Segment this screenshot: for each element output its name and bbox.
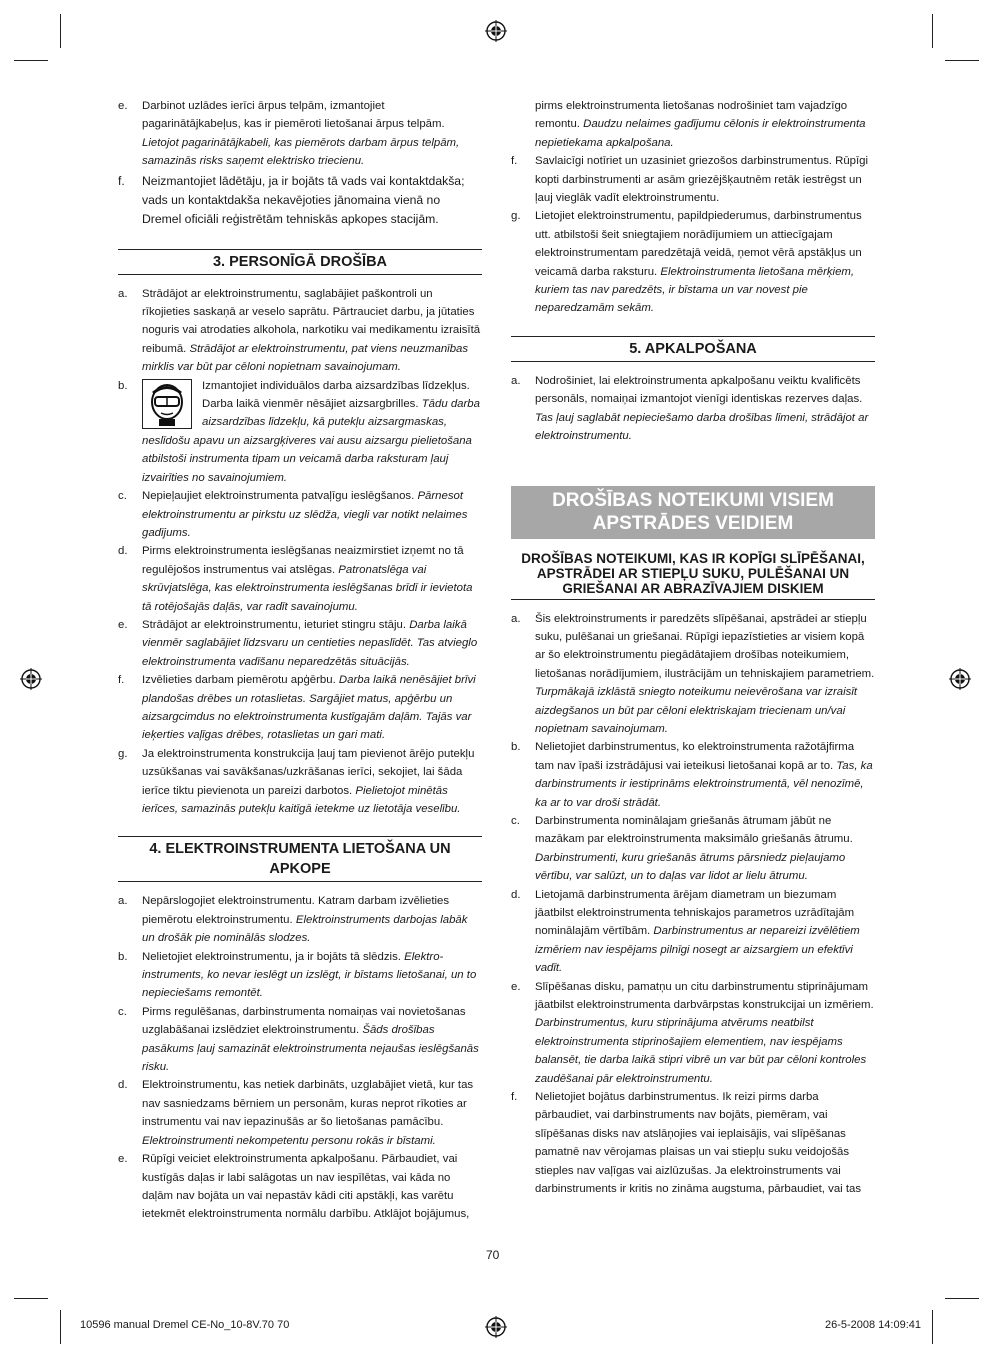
list-item: e. Darbinot uzlādes ierīci ārpus telpām, izmantojiet pagarinātājkabeļus, kas ir piemēroti lietošanai ārpus telpām. Lietojot pagarinātājkabeli, kas piemērots darbam ārpus telpām, samazinās risks saņemt elektrisko triecienu. [118, 100, 460, 168]
list-item: c. Darbinstrumenta nominālajam griešanās ātrumam jābūt ne mazākam par elektroinstrumenta maksimālo griešanās ātrumu. Darbinstrumenti, kuru griešanās ātrums pārsniedz pieļaujamo vērtību, var salūzt, un to daļas var lidot ar lielu ātrumu. [511, 814, 853, 883]
list-item: a. Strādājot ar elektroinstrumentu, saglabājiet paškontroli un rīkojieties saskaņā ar veselo saprātu. Pārtrauciet darbu, ja jūtaties noguris vai atrodaties alkohola, narkotiku vai medikamentu izraisītā reibumā. Strādājot ar elektroinstrumentu, pat viens neuzmanības mirklis var būt par cēloni nopietnam savainojumam. [118, 287, 481, 374]
crop-mark [14, 1298, 48, 1299]
crop-mark [932, 1310, 933, 1344]
list-item: g. Lietojiet elektroinstrumentu, papildpiederumus, darbinstrumentus utt. atbilstoši šeit sniegtajiem norādījumiem un attiecīgajam elektroinstrumentam paredzētajā veidā, ņemot vērā apstākļus un veicamā darba raksturu. Elektroinstrumenta lietošana mērķiem, kuriem tas nav paredzēts, ir bīstama un var novest pie neparedzamām sekām. [511, 210, 862, 315]
page-number: 70 [486, 1248, 500, 1262]
registration-mark-icon [949, 668, 971, 690]
list-item: e. Rūpīgi veiciet elektroinstrumenta apkalpošanu. Pārbaudiet, vai kustīgās daļas ir labi salāgotas un nav iespīlētas, vai kāda no daļām nav bojāta un vai nepastāv kādi citi apstākļi, kas varētu ietekmēt elektroinstrumenta normālu darbību. Atklājot bojājumus, [118, 1153, 470, 1221]
registration-mark-icon [485, 1316, 507, 1338]
list-item: f. Nelietojiet bojātus darbinstrumentus. Ik reizi pirms darba pārbaudiet, vai darbinstruments nav bojāts, piemēram, vai slīpēšanas disks nav atslāņojies vai ieplaisājis, vai slīpēšanas pamatnē nav vērojamas plaisas un vai stiepļu suku veidojošās stieples nav vaļīgas vai aizlūzušas. Ja elektroinstruments vai darbinstruments ir kritis no zināma augstuma, pārbaudiet, vai tas [511, 1091, 862, 1196]
left-column [118, 97, 482, 1224]
footer-timestamp: 26-5-2008 14:09:41 [824, 1319, 921, 1331]
crop-mark [932, 14, 933, 48]
list-item: a. Nepārslogojiet elektroinstrumentu. Katram darbam izvēlieties piemērotu elektroinstrumentu. Elektroinstruments darbojas labāk un drošāk pie nominālās slodzes. [118, 895, 468, 945]
registration-mark-icon [20, 668, 42, 690]
list-item: f. Savlaicīgi notīriet un uzasiniet griezošos darbinstrumentus. Rūpīgi kopti darbinstrumenti ar asām griezējšķautnēm retāk iestrēgst un ļauj vieglāk vadīt elektroinstrumentu. [511, 155, 869, 205]
list-item: f. Izvēlieties darbam piemērotu apģērbu. Darba laikā nenēsājiet brīvi plandošas drēbes un rotaslietas. Sargājiet matus, apģērbu un aizsargcimdus no elektroinstrumenta kustīgajām daļām. Tajās var ieķerties vaļīgas drēbes, rotaslietas un gari mati. [118, 674, 476, 742]
list-item: e. Strādājot ar elektroinstrumentu, ieturiet stingru stāju. Darba laikā vienmēr saglabājiet līdzsvaru un centieties nepaslīdēt. Tas atvieglo elektroinstrumenta vadīšanu neparedzētās situācijās. [118, 618, 478, 668]
section-heading: 4. ELEKTROINSTRUMENTA LIETOŠANA UN APKOPE [118, 836, 482, 882]
safety-goggles-icon [142, 379, 192, 429]
section-heading: 5. APKALPOŠANA [511, 336, 875, 362]
list-item: b. Nelietojiet darbinstrumentus, ko elektroinstrumenta ražotājfirma tam nav īpaši izstrādājusi vai ieteikusi lietošanai kopā ar to. Tas, ka darbinstruments ir iestiprināms elektroinstrumentā, vēl nenozīmē, ka ar to var droši strādāt. [511, 741, 873, 809]
crop-mark [14, 60, 48, 61]
right-column [511, 97, 875, 1199]
list-item: b. Izmantojiet individuālos darba aizsardzības līdzekļus. Darba laikā vienmēr nēsājiet aizsargbrilles. Tādu darba aizsardzības līdzekļu, kā putekļu aizsargmaskas, neslīdošu apavu un aizsargķiveres vai ausu aizsargu pielietošana atbilstoši instrumenta tipam un veicamā darba raksturam ļauj izvairīties no savainojumiem. [118, 379, 480, 484]
list-item: a. Nodrošiniet, lai elektroinstrumenta apkalpošanu veiktu kvalificēts personāls, nomaiņai izmantojot vienīgi identiskas rezerves daļas. Tas ļauj saglabāt nepieciešamo darba drošības līmeni, strādājot ar elektroinstrumentu. [511, 374, 869, 443]
subsection-heading: DROŠĪBAS NOTEIKUMI, KAS IR KOPĪGI SLĪPĒŠANAI, APSTRĀDEI AR STIEPĻU SUKU, PULĒŠANAI UN GRIEŠANAI AR ABRAZĪVAJIEM DISKIEM [511, 539, 875, 600]
crop-mark [60, 1310, 61, 1344]
crop-mark [945, 60, 979, 61]
crop-mark [945, 1298, 979, 1299]
list-item: d. Lietojamā darbinstrumenta ārējam diametram un biezumam jāatbilst elektroinstrumenta tehniskajos parametros uzrādītajām nominālajām vērtībām. Darbinstrumentus ar nepareizi izvēlētiem izmēriem nav iespējams pilnīgi nosegt ar aizsargiem un efektīvi vadīt. [511, 888, 860, 975]
list-item: pirms elektroinstrumenta lietošanas nodrošiniet tam vajadzīgo remontu. Daudzu nelaimes gadījumu cēlonis ir elektroinstrumenta nepietiekama apkalpošana. [535, 100, 866, 149]
chapter-banner: DROŠĪBAS NOTEIKUMI VISIEM APSTRĀDES VEIDIEM [511, 486, 875, 539]
list-item: e. Slīpēšanas disku, pamatņu un citu darbinstrumentu stiprinājumam jāatbilst elektroinstrumenta darbvārpstas konstrukcijai un izmēriem. Darbinstrumentus, kuru stiprinājuma atvērums neatbilst elektroinstrumenta stiprinošajiem elementiem, nav iespējams balansēt, tie darba laikā stipri vibrē un var būt par cēloni kontroles zaudēšanai pār elektroinstrumentu. [511, 980, 874, 1085]
list-item: d. Elektroinstrumentu, kas netiek darbināts, uzglabājiet vietā, kur tas nav sasniedzams bērniem un personām, kuras neprot rīkoties ar instrumentu vai nav iepazinušās ar šo lietošanas pamācību. Elektroinstrumenti nekompetentu personu rokās ir bīstami. [118, 1079, 474, 1147]
list-item: c. Pirms regulēšanas, darbinstrumenta nomaiņas vai novietošanas uzglabāšanai izslēdziet elektroinstrumentu. Šāds drošības pasākums ļauj samazināt elektroinstrumenta nejaušas ieslēgšanās risku. [118, 1005, 479, 1074]
list-item: g. Ja elektroinstrumenta konstrukcija ļauj tam pievienot ārējo putekļu uzsūkšanas vai savākšanas/uzkrāšanas ierīci, sekojiet, lai šāda ierīce tiktu pievienota un pareizi darbotos. Pielietojot minētās ierīces, samazinās putekļu kaitīgā ietekme uz lietotāja veselību. [118, 747, 475, 815]
list-item: f. Neizmantojiet lādētāju, ja ir bojāts tā vads vai kontaktdakša; vads un kontaktdakša nekavējoties jānomaina vienā no Dremel oficiāli reģistrētām tehniskās apkopes stacijām. [118, 173, 465, 226]
footer-file-info: 10596 manual Dremel CE-No_10-8V.70 70 [80, 1319, 290, 1331]
registration-mark-icon [485, 20, 507, 42]
crop-mark [60, 14, 61, 48]
list-item: b. Nelietojiet elektroinstrumentu, ja ir bojāts tā slēdzis. Elektro-instruments, ko nevar ieslēgt un izslēgt, ir bīstams lietošanai, un to nepieciešams remontēt. [118, 950, 477, 1000]
section-heading: 3. PERSONĪGĀ DROŠĪBA [118, 249, 482, 275]
list-item: a. Šis elektroinstruments ir paredzēts slīpēšanai, apstrādei ar stiepļu suku, pulēšanai un griešanai. Rūpīgi iepazīstieties ar visiem kopā ar šo elektroinstrumentu piegādātajiem drošības noteikumiem, lietošanas norādījumiem, ilustrācijām un tehniskajiem parametriem. Turpmākajā izklāstā sniegto noteikumu neievērošana var izraisīt aizdegšanos un būt par cēloni elektriskajam triecienam un/vai nopietnam savainojumam. [511, 612, 875, 735]
list-item: d. Pirms elektroinstrumenta ieslēgšanas neaizmirstiet izņemt no tā regulējošos instrumentus vai atslēgas. Patronatslēga vai skrūvjatslēga, kas elektroinstrumenta ieslēgšanas brīdī ir ievietota tā rotējošajās daļās, var radīt savainojumu. [118, 545, 473, 613]
list-item: c. Nepieļaujiet elektroinstrumenta patvaļīgu ieslēgšanos. Pārnesot elektroinstrumentu ar pirkstu uz slēdža, viegli var notikt nelaimes gadījums. [118, 490, 468, 539]
